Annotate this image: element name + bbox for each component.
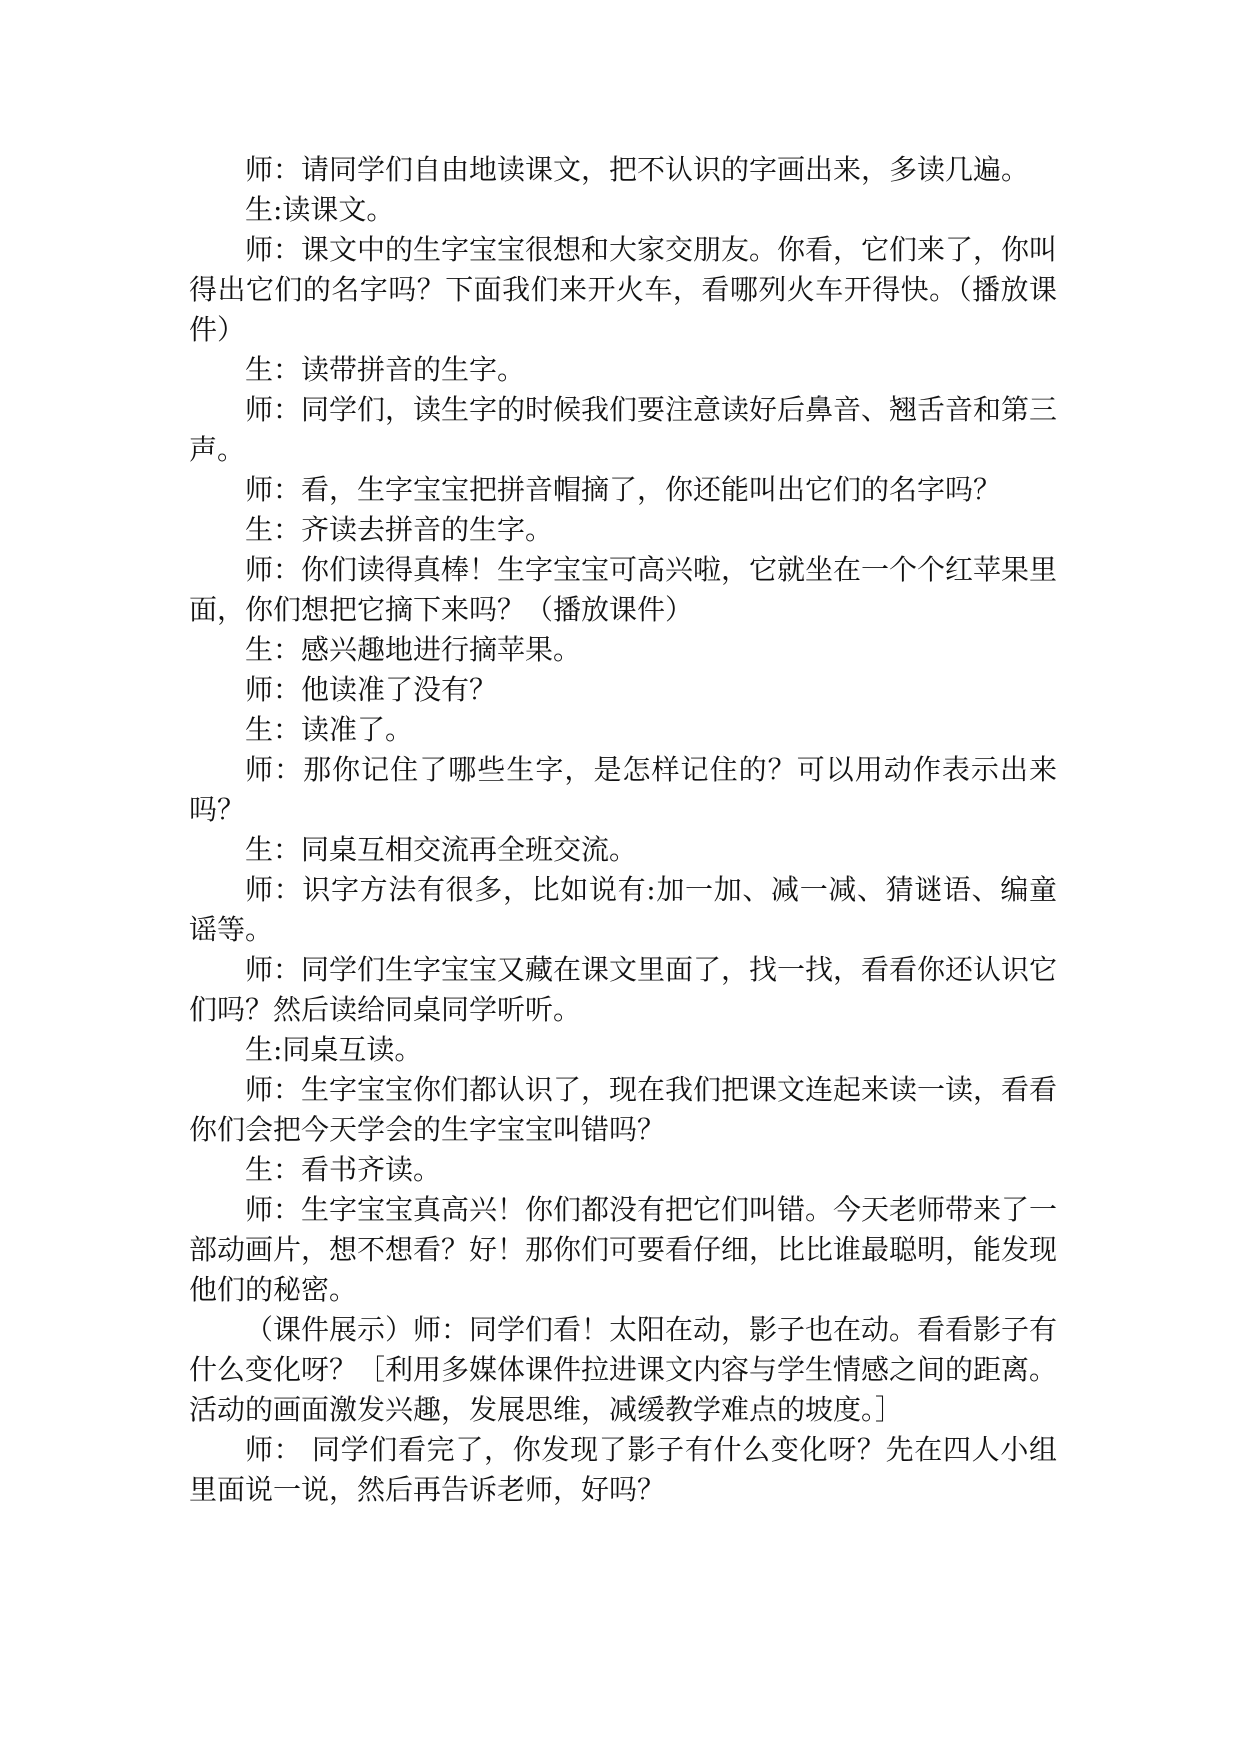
- paragraph: 师：生字宝宝真高兴！你们都没有把它们叫错。今天老师带来了一部动画片，想不想看？好！那你们可要看仔细，比比谁最聪明，能发现他们的秘密。: [189, 1193, 1058, 1306]
- paragraph: （课件展示）师：同学们看！太阳在动，影子也在动。看看影子有什么变化呀？［利用多媒体课件拉进课文内容与学生情感之间的距离。活动的画面激发兴趣，发展思维，减缓教学难点的坡度。］: [189, 1313, 1058, 1426]
- paragraph: 师：同学们，读生字的时候我们要注意读好后鼻音、翘舌音和第三声。: [189, 393, 1058, 466]
- paragraph: 生:读课文。: [245, 193, 395, 226]
- document-body: [189, 150, 1057, 1510]
- paragraph: 师：看，生字宝宝把拼音帽摘了，你还能叫出它们的名字吗？: [245, 473, 1002, 506]
- paragraph: 生：读准了。: [245, 713, 414, 746]
- paragraph: 生：读带拼音的生字。: [245, 353, 526, 386]
- paragraph: 师：生字宝宝你们都认识了，现在我们把课文连起来读一读，看看你们会把今天学会的生字宝宝叫错吗？: [189, 1073, 1058, 1146]
- paragraph: 师：课文中的生字宝宝很想和大家交朋友。你看，它们来了，你叫得出它们的名字吗？下面我们来开火车，看哪列火车开得快。（播放课件）: [189, 233, 1058, 346]
- paragraph: 师：识字方法有很多，比如说有:加一加、减一减、猜谜语、编童谣等。: [189, 873, 1057, 946]
- paragraph: 师：同学们生字宝宝又藏在课文里面了，找一找，看看你还认识它们吗？然后读给同桌同学听听。: [189, 953, 1058, 1026]
- paragraph: 生：感兴趣地进行摘苹果。: [245, 633, 582, 666]
- paragraph: 师：那你记住了哪些生字，是怎样记住的？可以用动作表示出来吗？: [189, 753, 1057, 826]
- paragraph: 师：他读准了没有？: [245, 673, 498, 706]
- paragraph: 生：同桌互相交流再全班交流。: [245, 833, 638, 866]
- paragraph: 生：看书齐读。: [245, 1153, 442, 1186]
- paragraph: 生:同桌互读。: [245, 1033, 423, 1066]
- paragraph: 师：你们读得真棒！生字宝宝可高兴啦，它就坐在一个个红苹果里面，你们想把它摘下来吗？（播放课件）: [189, 553, 1058, 626]
- paragraph: 师：请同学们自由地读课文，把不认识的字画出来，多读几遍。: [245, 153, 1030, 186]
- paragraph: 生：齐读去拼音的生字。: [245, 513, 554, 546]
- paragraph: 师： 同学们看完了，你发现了影子有什么变化呀？先在四人小组里面说一说，然后再告诉老师，好吗？: [189, 1433, 1057, 1506]
